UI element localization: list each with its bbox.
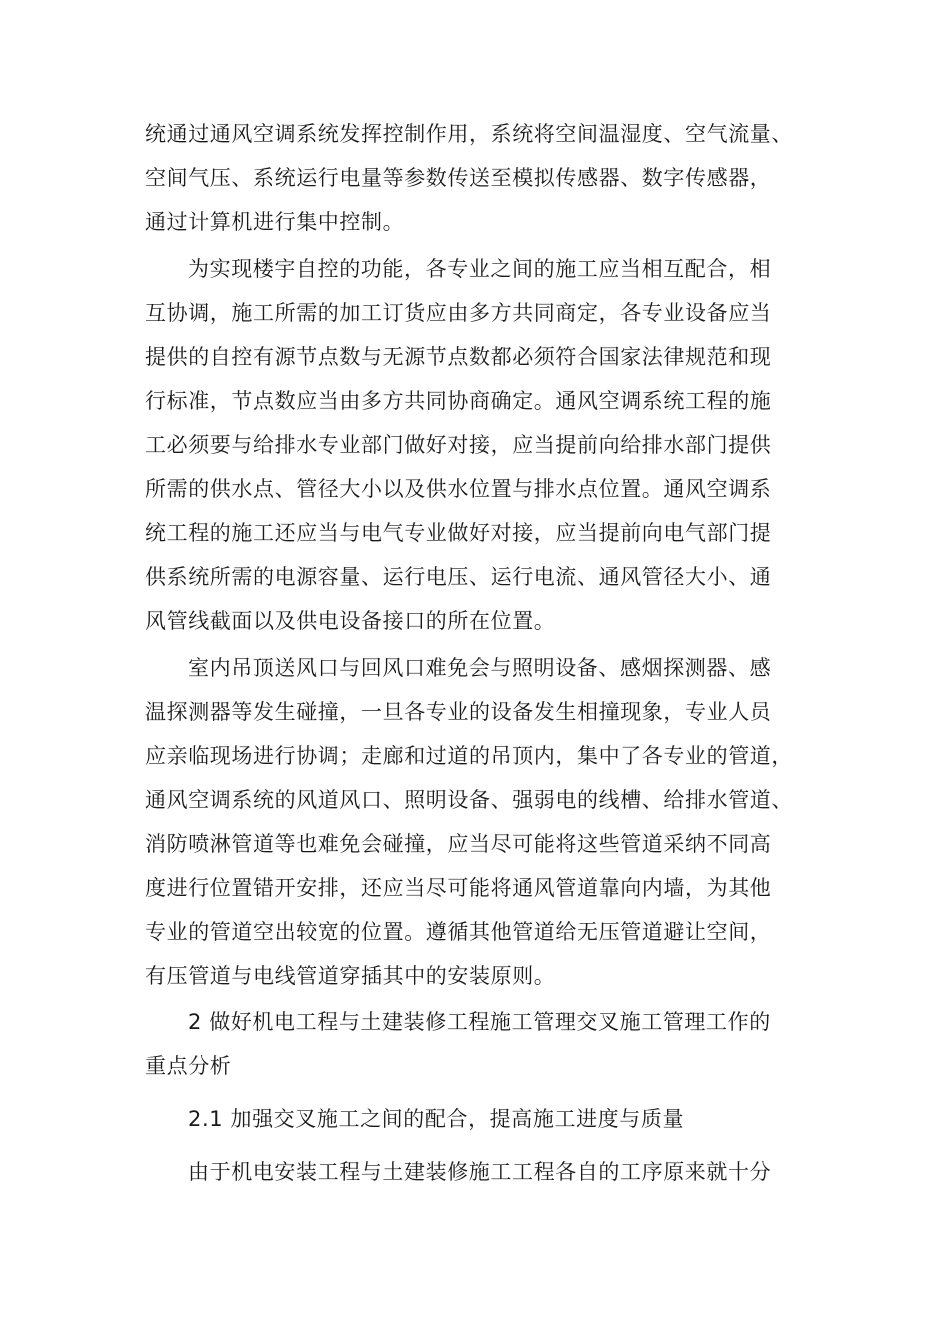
text-line: 统工程的施工还应当与电气专业做好对接，应当提前向电气部门提 (145, 521, 772, 545)
text-line: 专业的管道空出较宽的位置。遵循其他管道给无压管道避让空间， (145, 920, 772, 944)
heading-line: 2 做好机电工程与土建装修工程施工管理交叉施工管理工作的 (188, 1010, 771, 1034)
text-line: 应亲临现场进行协调；走廊和过道的吊顶内，集中了各专业的管道， (145, 744, 793, 768)
text-line: 有压管道与电线管道穿插其中的安装原则。 (145, 964, 556, 988)
text-line: 所需的供水点、管径大小以及供水位置与排水点位置。通风空调系 (145, 477, 772, 501)
text-line: 行标准，节点数应当由多方共同协商确定。通风空调系统工程的施 (145, 389, 772, 413)
text-line: 通风空调系统的风道风口、照明设备、强弱电的线槽、给排水管道、 (145, 788, 793, 812)
text-line: 空间气压、系统运行电量等参数传送至模拟传感器、数字传感器， (145, 166, 772, 190)
text-line: 度进行位置错开安排，还应当尽可能将通风管道靠向内墙，为其他 (145, 876, 772, 900)
heading-line: 重点分析 (145, 1054, 232, 1078)
text-line: 供系统所需的电源容量、运行电压、运行电流、通风管径大小、通 (145, 565, 772, 589)
text-line: 为实现楼宇自控的功能，各专业之间的施工应当相互配合，相 (188, 257, 772, 281)
text-line: 温探测器等发生碰撞，一旦各专业的设备发生相撞现象，专业人员 (145, 700, 772, 724)
text-line: 互协调，施工所需的加工订货应由多方共同商定，各专业设备应当 (145, 301, 772, 325)
text-line: 提供的自控有源节点数与无源节点数都必须符合国家法律规范和现 (145, 345, 772, 369)
text-line: 通过计算机进行集中控制。 (145, 210, 405, 234)
text-line: 风管线截面以及供电设备接口的所在位置。 (145, 609, 556, 633)
text-line: 统通过通风空调系统发挥控制作用，系统将空间温湿度、空气流量、 (145, 122, 793, 146)
text-line: 室内吊顶送风口与回风口难免会与照明设备、感烟探测器、感 (188, 656, 772, 680)
text-line: 工必须要与给排水专业部门做好对接，应当提前向给排水部门提供 (145, 433, 772, 457)
text-line: 消防喷淋管道等也难免会碰撞，应当尽可能将这些管道采纳不同高 (145, 832, 772, 856)
heading-line: 2.1 加强交叉施工之间的配合，提高施工进度与质量 (188, 1107, 685, 1131)
text-line: 由于机电安装工程与土建装修施工工程各自的工序原来就十分 (188, 1160, 772, 1184)
